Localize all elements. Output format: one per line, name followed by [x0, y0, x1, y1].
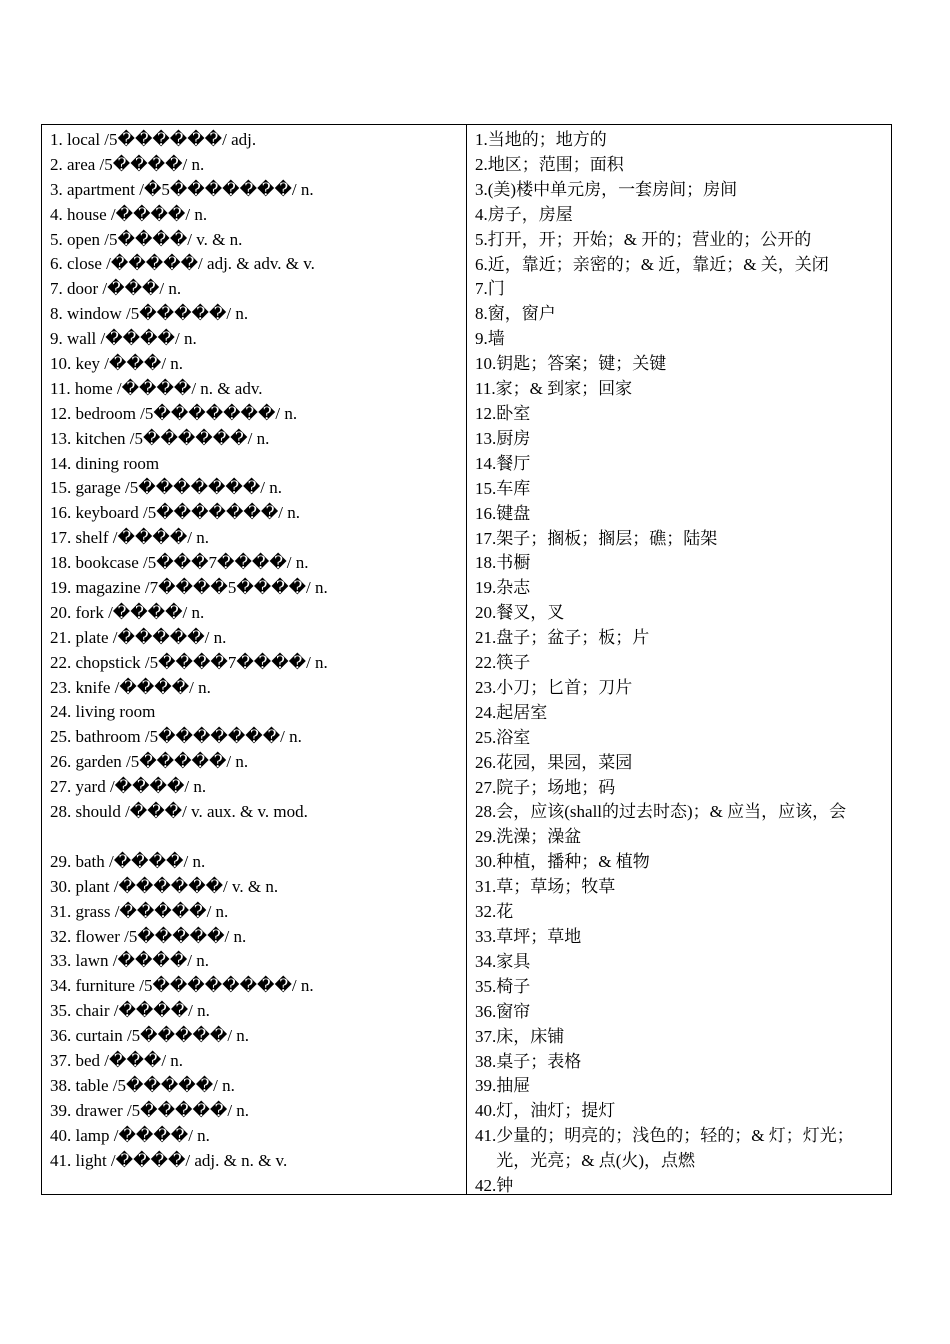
entry-number: 6.	[475, 254, 488, 274]
word-entry: 3. apartment /�5�������/ n.	[50, 179, 314, 199]
meaning-entry	[475, 1050, 887, 1075]
entry-meaning: 盘子；盆子；板；片	[496, 628, 650, 648]
entry-meaning: 打开，开；开始；& 开的；营业的；公开的	[487, 229, 812, 249]
entry-number: 26.	[475, 752, 497, 772]
entry-number: 13.	[475, 428, 497, 448]
word-entry: 13. kitchen /5������/ n.	[50, 428, 270, 448]
entry-number: 16.	[475, 503, 497, 523]
word-entry: 18. bookcase /5���7����/ n.	[50, 553, 309, 573]
meaning-entry	[475, 975, 887, 1000]
entry-number: 19.	[475, 578, 497, 598]
entry-number: 40.	[475, 1101, 497, 1121]
vocabulary-table	[41, 124, 892, 1195]
meaning-entry	[475, 925, 887, 950]
word-entry: 19. magazine /7����5����/ n.	[50, 578, 328, 598]
entry-number: 20.	[475, 603, 497, 623]
entry-number: 24.	[475, 702, 497, 722]
word-entry: 30. plant /������/ v. & n.	[50, 876, 279, 896]
meaning-entry	[475, 776, 887, 801]
entry-number: 35.	[475, 976, 497, 996]
entry-meaning: 家；& 到家；回家	[495, 379, 633, 399]
entry-number: 11.	[475, 379, 496, 399]
meaning-entry	[475, 751, 887, 776]
meaning-entry	[475, 402, 887, 427]
word-entry: 20. fork /����/ n.	[50, 602, 205, 622]
word-entry: 10. key /���/ n.	[50, 354, 184, 374]
entry-meaning: 钥匙；答案；键；关键	[496, 354, 667, 374]
word-entry	[50, 825, 466, 850]
meaning-entry	[475, 551, 887, 576]
entry-meaning: (美)楼中单元房，一套房间；房间	[487, 179, 738, 199]
entry-number: 31.	[475, 877, 497, 897]
meaning-entry	[475, 452, 887, 477]
entry-number: 27.	[475, 777, 497, 797]
entry-meaning: 近，靠近；亲密的；& 近，靠近；& 关，关闭	[487, 254, 829, 274]
entry-number: 33.	[475, 927, 497, 946]
entry-meaning: 床，床铺	[496, 1026, 565, 1046]
word-entry: 33. lawn /����/ n.	[50, 951, 209, 971]
entry-meaning: 钟	[496, 1176, 514, 1196]
entry-number: 25.	[475, 727, 497, 747]
entry-number: 42.	[475, 1176, 497, 1196]
meaning-entry	[475, 1074, 887, 1099]
meaning-entry	[475, 800, 887, 825]
word-entry: 38. table /5�����/ n.	[50, 1075, 235, 1095]
entry-number: 7.	[475, 279, 488, 299]
word-entry: 37. bed /���/ n.	[50, 1050, 184, 1070]
meaning-entry	[475, 875, 887, 900]
entry-number: 32.	[475, 902, 497, 922]
entry-meaning: 餐厅	[496, 453, 531, 473]
meaning-entry	[475, 277, 887, 302]
meaning-entry	[475, 825, 887, 850]
word-entry: 14. dining room	[50, 453, 160, 473]
entry-number: 18.	[475, 553, 497, 573]
word-entry: 15. garage /5�������/ n.	[50, 478, 283, 498]
entry-meaning: 地区；范围；面积	[487, 154, 624, 174]
entry-meaning: 花	[496, 902, 514, 922]
entry-number: 5.	[475, 229, 488, 249]
word-entry: 39. drawer /5�����/ n.	[50, 1100, 250, 1120]
entry-meaning: 家具	[496, 951, 531, 971]
entry-number: 2.	[475, 154, 488, 174]
entry-meaning: 餐叉，叉	[496, 603, 565, 623]
entry-meaning: 墙	[487, 329, 505, 349]
meaning-entry	[475, 576, 887, 601]
entry-meaning: 种植，播种；& 植物	[496, 852, 650, 872]
entry-meaning: 浴室	[496, 727, 531, 747]
entry-meaning: 花园，果园，菜园	[496, 752, 633, 772]
meaning-entry	[475, 1099, 887, 1124]
meaning-entry	[475, 900, 887, 925]
meaning-entry	[475, 626, 887, 651]
word-entry: 24. living room	[50, 702, 156, 722]
entry-meaning: 洗澡；澡盆	[496, 827, 582, 847]
entry-meaning: 窗，窗户	[487, 304, 556, 324]
word-entry: 17. shelf /����/ n.	[50, 528, 209, 548]
entry-meaning: 草；草场；牧草	[496, 877, 616, 897]
meaning-entry	[475, 1000, 887, 1025]
entry-number: 37.	[475, 1026, 497, 1046]
entry-number: 10.	[475, 354, 497, 374]
word-entry: 41. light /����/ adj. & n. & v.	[50, 1150, 288, 1170]
word-entry: 2. area /5����/ n.	[50, 154, 205, 174]
entry-meaning: 卧室	[496, 403, 531, 423]
entry-number: 3.	[475, 179, 488, 199]
entry-number: 12.	[475, 403, 497, 423]
entry-number: 9.	[475, 329, 488, 349]
meaning-entry	[475, 477, 887, 502]
word-entry: 11. home /����/ n. & adv.	[50, 378, 263, 398]
entry-meaning: 当地的；地方的	[487, 130, 607, 149]
entry-meaning: 桌子；表格	[496, 1051, 582, 1071]
word-entry: 29. bath /����/ n.	[50, 851, 206, 871]
word-entry: 35. chair /����/ n.	[50, 1001, 210, 1021]
meaning-entry	[475, 850, 887, 875]
entry-meaning: 灯，油灯；提灯	[496, 1101, 616, 1121]
meaning-entry	[475, 302, 887, 327]
meaning-entry	[475, 601, 887, 626]
word-entry: 9. wall /����/ n.	[50, 329, 197, 349]
meaning-entry	[475, 676, 887, 701]
entry-meaning: 椅子	[496, 976, 531, 996]
entry-number: 29.	[475, 827, 497, 847]
word-entry: 27. yard /����/ n.	[50, 777, 207, 797]
entry-number: 15.	[475, 478, 497, 498]
meaning-entry	[475, 1124, 887, 1174]
word-entry: 28. should /���/ v. aux. & v. mod.	[50, 802, 308, 822]
word-entry: 4. house /����/ n.	[50, 204, 208, 224]
entry-number: 34.	[475, 951, 497, 971]
entry-meaning: 窗帘	[496, 1001, 531, 1021]
meaning-entry	[475, 352, 887, 377]
entry-meaning: 草坪；草地	[496, 927, 582, 946]
meaning-entry	[475, 950, 887, 975]
meaning-entry	[475, 253, 887, 278]
meaning-entry	[475, 327, 887, 352]
word-entry: 40. lamp /����/ n.	[50, 1125, 210, 1145]
entry-number: 23.	[475, 677, 497, 697]
word-entry: 26. garden /5�����/ n.	[50, 752, 249, 772]
entry-number: 8.	[475, 304, 488, 324]
entry-number: 39.	[475, 1076, 497, 1096]
entry-number: 17.	[475, 528, 497, 548]
meaning-entry	[475, 527, 887, 552]
entry-meaning: 小刀；匕首；刀片	[496, 677, 633, 697]
entry-meaning: 少量的；明亮的；浅色的；轻的；& 灯；灯光；光，光亮；& 点(火)，点燃	[496, 1126, 854, 1171]
word-entry: 5. open /5����/ v. & n.	[50, 229, 243, 249]
entry-meaning: 架子；搁板；搁层；礁；陆架	[496, 528, 718, 548]
word-entry: 25. bathroom /5�������/ n.	[50, 727, 302, 747]
entry-meaning: 厨房	[496, 428, 531, 448]
entry-meaning: 会，应该(shall的过去时态)；& 应当，应该，会	[496, 802, 847, 822]
entry-number: 28.	[475, 802, 497, 822]
word-entry: 36. curtain /5�����/ n.	[50, 1026, 250, 1046]
word-entry: 16. keyboard /5�������/ n.	[50, 503, 300, 523]
entry-meaning: 起居室	[496, 702, 548, 722]
meaning-entry	[475, 228, 887, 253]
entry-meaning: 抽屉	[496, 1076, 531, 1096]
entry-meaning: 杂志	[496, 578, 531, 598]
entry-number: 21.	[475, 628, 497, 648]
meaning-entry	[475, 203, 887, 228]
meaning-entry	[475, 153, 887, 178]
word-entry: 34. furniture /5��������/ n.	[50, 976, 314, 996]
english-word-column	[42, 125, 467, 1194]
meaning-entry	[475, 1025, 887, 1050]
entry-number: 38.	[475, 1051, 497, 1071]
entry-meaning: 院子；场地；码	[496, 777, 616, 797]
word-entry: 7. door /���/ n.	[50, 279, 182, 299]
word-entry: 23. knife /����/ n.	[50, 677, 211, 697]
entry-number: 30.	[475, 852, 497, 872]
entry-meaning: 键盘	[496, 503, 531, 523]
entry-number: 14.	[475, 453, 497, 473]
word-entry: 31. grass /�����/ n.	[50, 901, 229, 921]
meaning-entry	[475, 178, 887, 203]
entry-number: 4.	[475, 204, 488, 224]
meaning-entry	[475, 377, 887, 402]
word-entry: 1. local /5������/ adj.	[50, 130, 257, 149]
word-entry: 21. plate /�����/ n.	[50, 627, 227, 647]
entry-number: 36.	[475, 1001, 497, 1021]
meaning-entry	[475, 1174, 887, 1199]
chinese-meaning-column	[467, 125, 891, 1194]
meaning-entry	[475, 128, 887, 153]
meaning-entry	[475, 502, 887, 527]
entry-meaning: 书橱	[496, 553, 531, 573]
meaning-entry	[475, 427, 887, 452]
word-entry: 32. flower /5�����/ n.	[50, 926, 247, 946]
entry-number: 41.	[475, 1126, 497, 1146]
word-entry: 22. chopstick /5����7����/ n.	[50, 652, 328, 672]
entry-number: 22.	[475, 653, 497, 673]
meaning-entry	[475, 726, 887, 751]
entry-meaning: 门	[487, 279, 505, 299]
word-entry: 8. window /5�����/ n.	[50, 304, 249, 324]
entry-meaning: 筷子	[496, 653, 531, 673]
word-entry: 6. close /�����/ adj. & adv. & v.	[50, 254, 315, 274]
entry-meaning: 车库	[496, 478, 531, 498]
word-entry: 12. bedroom /5�������/ n.	[50, 403, 298, 423]
entry-number: 1.	[475, 130, 488, 149]
entry-meaning: 房子，房屋	[487, 204, 573, 224]
meaning-entry	[475, 651, 887, 676]
meaning-entry	[475, 701, 887, 726]
